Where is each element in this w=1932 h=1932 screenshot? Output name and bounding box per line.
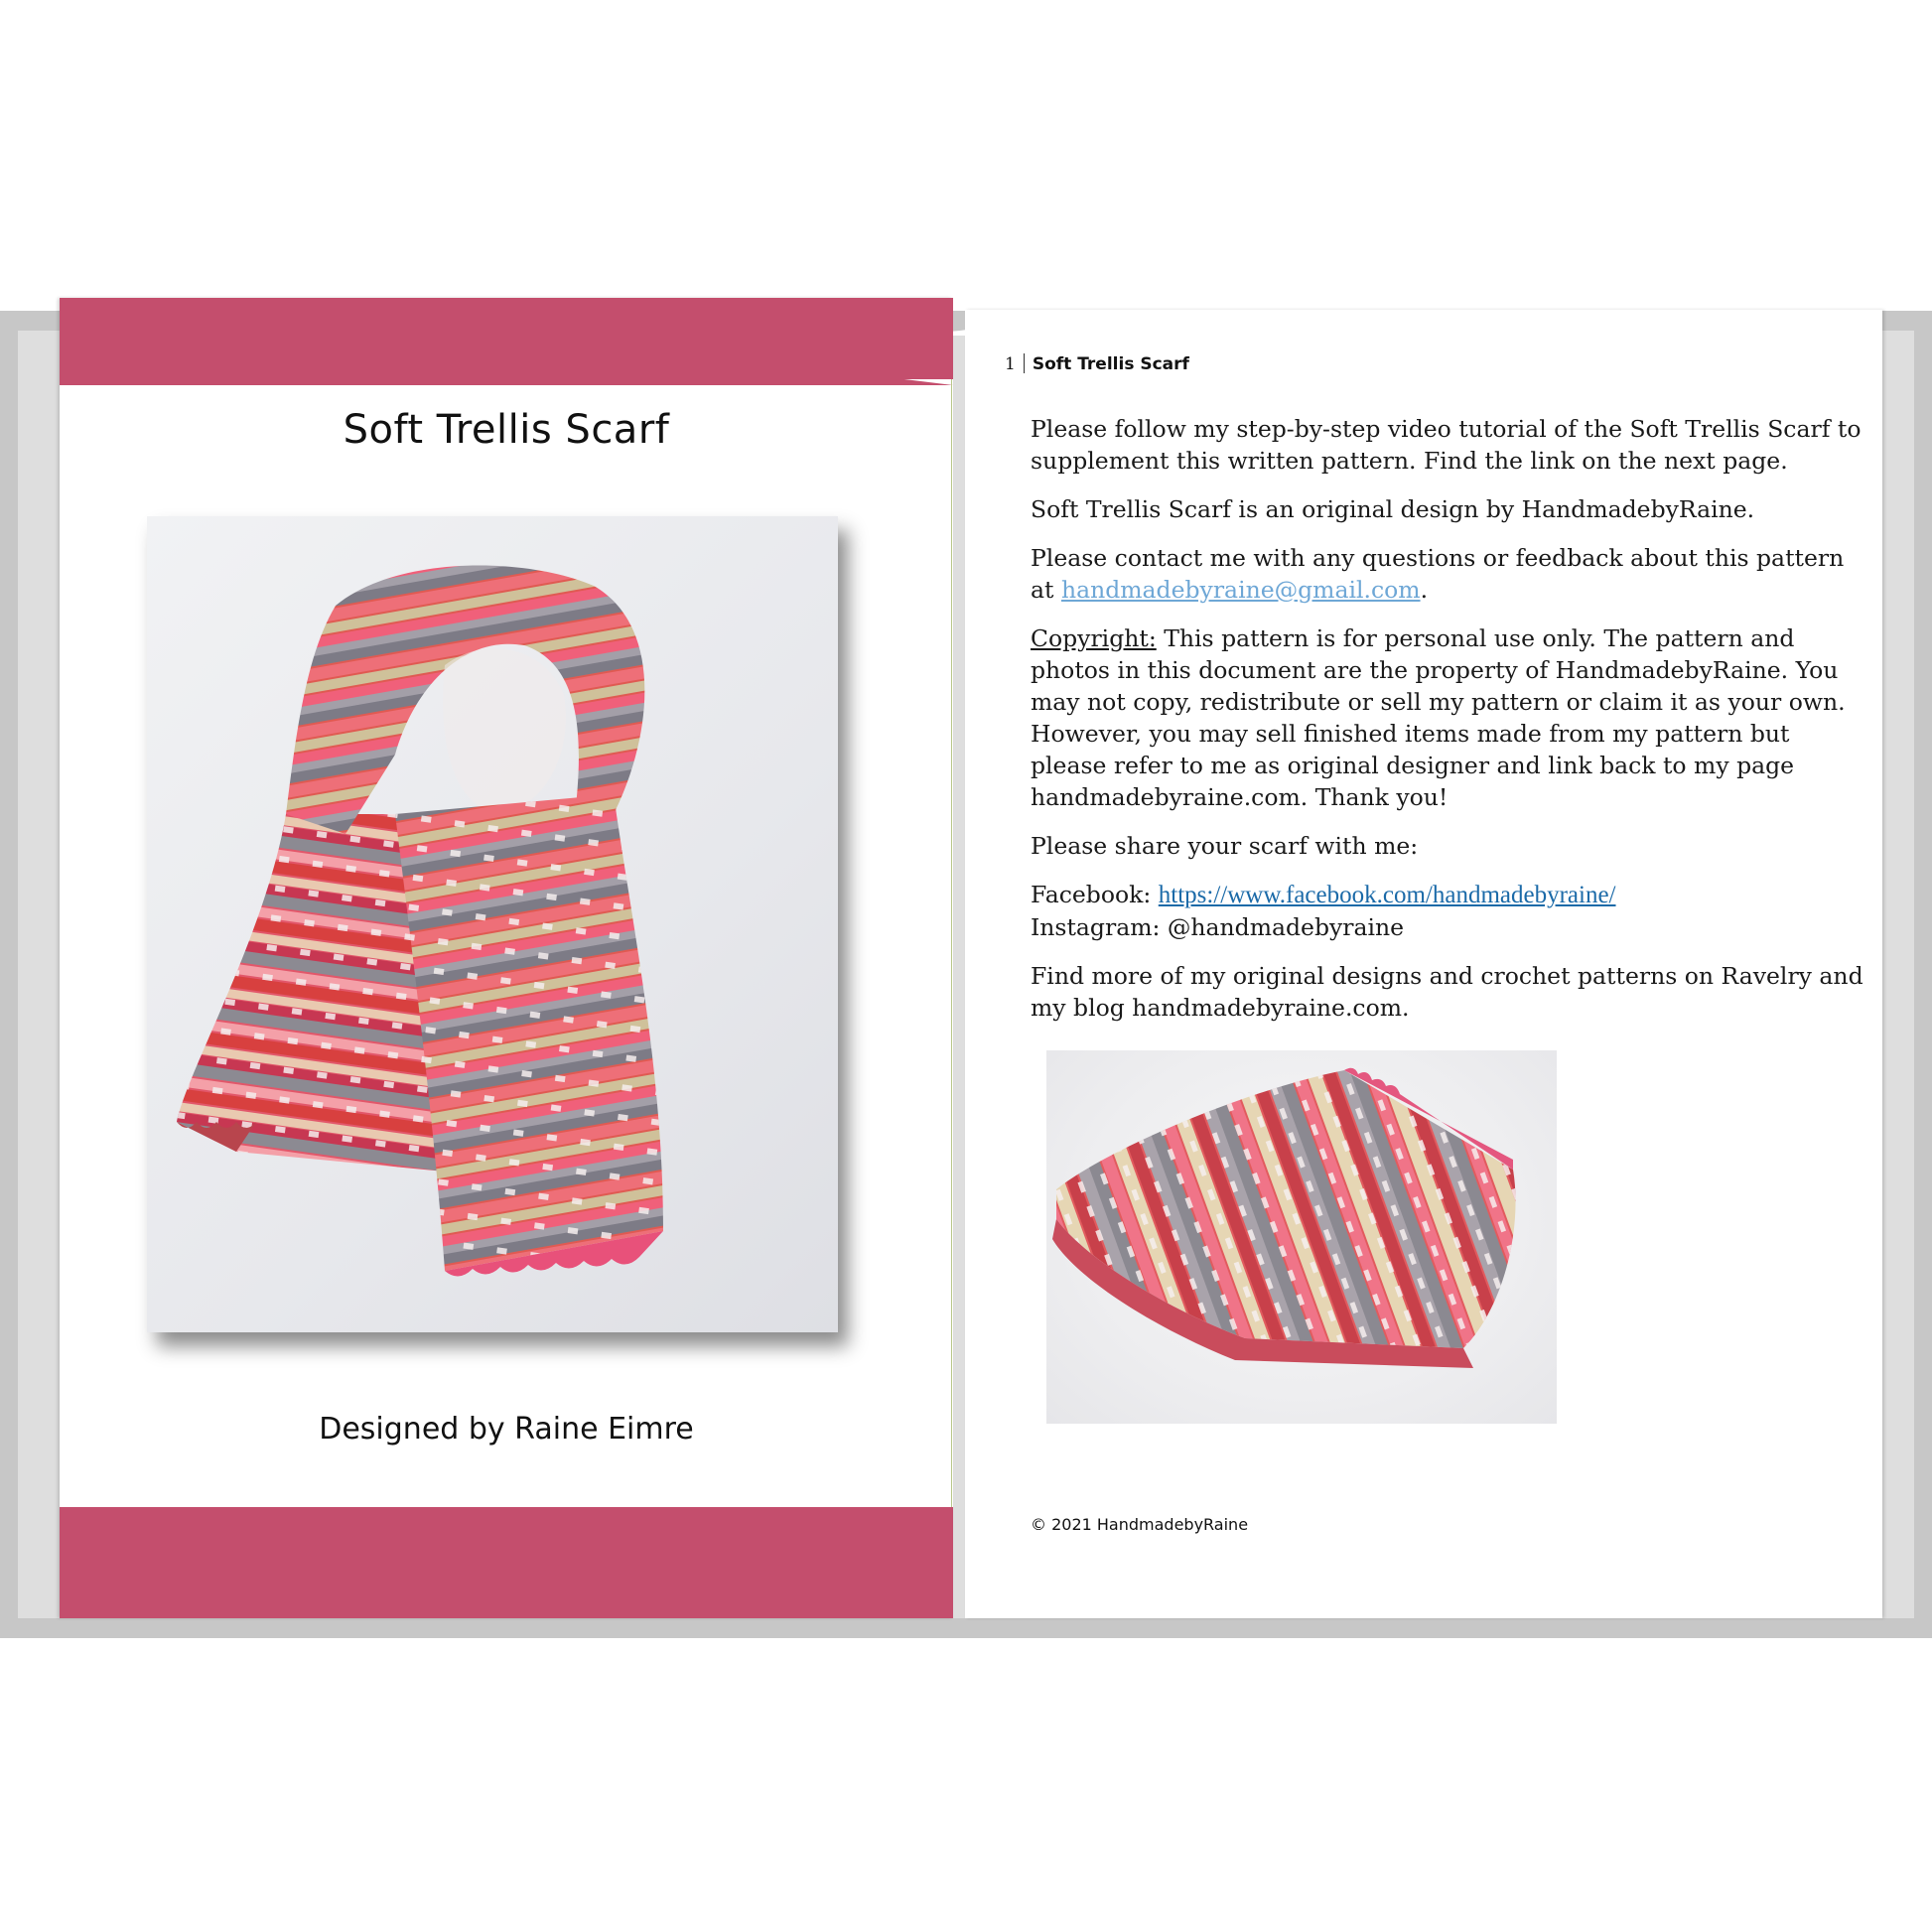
paragraph-original-design: Soft Trellis Scarf is an original design by HandmadebyRaine. — [1031, 495, 1755, 523]
paragraph-more-designs: Find more of my original designs and crochet patterns on Ravelry and my blog handmadebyraine.com. — [1031, 962, 1863, 1022]
cover-bottom-band — [60, 1507, 953, 1618]
email-link[interactable]: handmadebyraine@gmail.com — [1060, 576, 1421, 604]
paragraph-share: Please share your scarf with me: — [1031, 832, 1419, 860]
copyright-text: This pattern is for personal use only. The pattern and photos in this document are the property of HandmadebyRaine. You may not copy, redistribute or sell my pattern or claim it as your own. However, you may sell finished items made from my pattern but please refer to me as original designer and link back to my page handmadebyraine.com. Thank you! — [1031, 624, 1846, 811]
right-page-curl — [953, 306, 1231, 336]
cover-border-line — [951, 379, 952, 1507]
facebook-label: Facebook: — [1031, 881, 1159, 908]
cover-designer: Designed by Raine Eimre — [319, 1412, 694, 1447]
paragraph-copyright — [1031, 622, 1864, 813]
page-header — [1005, 353, 1189, 374]
page-footer: © 2021 HandmadebyRaine — [1031, 1515, 1249, 1534]
body-text — [1031, 413, 1864, 1040]
header-separator — [1024, 353, 1025, 373]
cover-title: Soft Trellis Scarf — [343, 407, 670, 453]
scarf-hanging-image — [147, 516, 838, 1332]
copyright-label: Copyright: — [1031, 624, 1157, 652]
paragraph-contact — [1031, 542, 1864, 606]
paragraph-social — [1031, 879, 1864, 943]
header-title: Soft Trellis Scarf — [1032, 354, 1189, 374]
contact-end: . — [1420, 576, 1429, 604]
paragraph-tutorial: Please follow my step-by-step video tutorial of the Soft Trellis Scarf to supplement this written pattern. Find the link on the next page. — [1031, 415, 1862, 475]
scarf-folded-image — [1046, 1050, 1557, 1424]
folded-scarf-photo — [1046, 1050, 1557, 1424]
instagram-handle: Instagram: @handmadebyraine — [1031, 913, 1405, 941]
page-number: 1 — [1005, 354, 1016, 374]
contact-text: Please contact me with any questions or feedback about this pattern at — [1031, 544, 1845, 604]
facebook-link[interactable]: https://www.facebook.com/handmadebyraine/ — [1158, 882, 1616, 908]
cover-top-band — [60, 298, 953, 379]
cover-scarf-photo — [147, 516, 838, 1332]
